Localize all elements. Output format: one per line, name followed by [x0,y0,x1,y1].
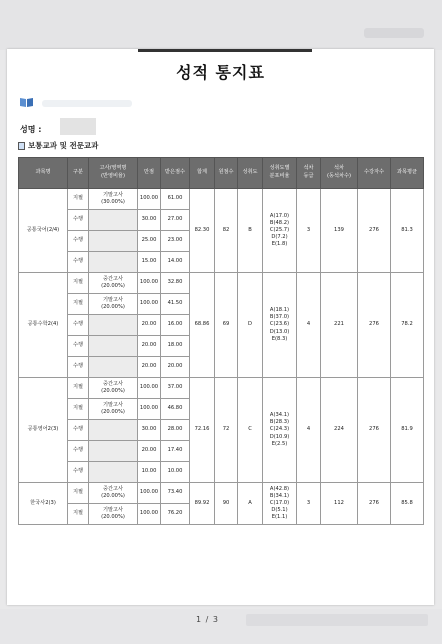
exam-type: 수행 [68,357,89,378]
rank-grade: 4 [297,273,321,378]
full-score: 100.00 [138,378,161,399]
achievement: C [238,378,263,483]
subject-average: 81.9 [391,378,424,483]
full-score: 20.00 [138,336,161,357]
col-grade: 석차 등급 [297,158,321,189]
subject-name: 공통수학2(4) [19,273,68,378]
exam-area-redacted [89,231,138,252]
achievement: A [238,483,263,525]
received-score: 27.00 [161,210,190,231]
rank: 139 [321,189,358,273]
received-score: 20.00 [161,357,190,378]
col-distribution: 성취도별 분포비율 [263,158,297,189]
received-score: 73.40 [161,483,190,504]
received-score: 17.40 [161,441,190,462]
full-score: 100.00 [138,294,161,315]
exam-area: 중간고사 (20.00%) [89,273,138,294]
rank: 112 [321,483,358,525]
achievement: B [238,189,263,273]
raw-score: 82 [215,189,238,273]
exam-area-redacted [89,420,138,441]
exam-area: 기말고사 (20.00%) [89,399,138,420]
enrollment-count: 276 [358,483,391,525]
exam-type: 수행 [68,441,89,462]
full-score: 10.00 [138,462,161,483]
subject-average: 81.3 [391,189,424,273]
full-score: 100.00 [138,273,161,294]
toolbar-blurred-area [364,28,424,38]
raw-score: 69 [215,273,238,378]
exam-area: 중간고사 (20.00%) [89,483,138,504]
distribution: A(42.8) B(34.1) C(17.0) D(5.1) E(1.1) [263,483,297,525]
rank-grade: 3 [297,483,321,525]
full-score: 15.00 [138,252,161,273]
received-score: 28.00 [161,420,190,441]
subject-name: 공통영어2(3) [19,378,68,483]
distribution: A(18.1) B(37.0) C(23.6) D(13.0) E(8.3) [263,273,297,378]
total-score: 82.30 [190,189,215,273]
received-score: 46.80 [161,399,190,420]
col-average: 과목평균 [391,158,424,189]
rank: 224 [321,378,358,483]
subject-average: 78.2 [391,273,424,378]
table-row [19,378,424,399]
received-score: 41.50 [161,294,190,315]
page-title: 성적 통지표 [176,63,265,82]
achievement: D [238,273,263,378]
exam-type: 수행 [68,462,89,483]
exam-area-redacted [89,315,138,336]
col-score: 받은점수 [161,158,190,189]
received-score: 16.00 [161,315,190,336]
subject-average: 85.8 [391,483,424,525]
rank-grade: 3 [297,189,321,273]
raw-score: 90 [215,483,238,525]
exam-type: 수행 [68,252,89,273]
total-score: 89.92 [190,483,215,525]
exam-type: 수행 [68,231,89,252]
full-score: 100.00 [138,504,161,525]
col-subject: 과목명 [19,158,68,189]
received-score: 37.00 [161,378,190,399]
exam-area-redacted [89,252,138,273]
exam-type: 지필 [68,189,89,210]
rank: 221 [321,273,358,378]
full-score: 25.00 [138,231,161,252]
exam-area-redacted [89,357,138,378]
section-heading [18,140,98,151]
received-score: 18.00 [161,336,190,357]
full-score: 100.00 [138,189,161,210]
col-achievement: 성취도 [238,158,263,189]
exam-area-redacted [89,462,138,483]
exam-type: 수행 [68,210,89,231]
raw-score: 72 [215,378,238,483]
document-icon [18,142,25,150]
exam-type: 지필 [68,399,89,420]
enrollment-count: 276 [358,189,391,273]
full-score: 20.00 [138,357,161,378]
distribution: A(34.1) B(28.3) C(24.3) D(10.9) E(2.5) [263,378,297,483]
col-area: 고사/영역명 (반영비율) [89,158,138,189]
enrollment-count: 276 [358,273,391,378]
header-row [19,158,424,189]
col-raw: 원점수 [215,158,238,189]
received-score: 14.00 [161,252,190,273]
exam-area: 중간고사 (20.00%) [89,378,138,399]
full-score: 20.00 [138,315,161,336]
full-score: 20.00 [138,441,161,462]
exam-type: 지필 [68,504,89,525]
enrollment-count: 276 [358,378,391,483]
subject-name: 공통국어(2/4) [19,189,68,273]
exam-type: 지필 [68,294,89,315]
page-navigation [0,609,442,644]
name-label: 성명 : [20,125,42,134]
redacted-footer [246,614,428,626]
exam-area-redacted [89,336,138,357]
full-score: 30.00 [138,210,161,231]
document-page [7,49,434,605]
col-count: 수강자수 [358,158,391,189]
received-score: 61.00 [161,189,190,210]
exam-area-redacted [89,210,138,231]
exam-type: 지필 [68,483,89,504]
redacted-school-info [42,100,132,107]
received-score: 76.20 [161,504,190,525]
viewer-toolbar [0,0,442,50]
table-row [19,483,424,504]
book-icon [19,97,34,108]
grades-table [18,157,424,525]
received-score: 32.80 [161,273,190,294]
section-title: 보통교과 및 전문교과 [28,141,99,150]
rank-grade: 4 [297,378,321,483]
col-total: 합계 [190,158,215,189]
received-score: 10.00 [161,462,190,483]
col-full: 만점 [138,158,161,189]
name-redacted [60,118,96,135]
exam-area: 기말고사 (30.00%) [89,189,138,210]
title-rule [138,49,312,52]
exam-type: 수행 [68,315,89,336]
received-score: 23.00 [161,231,190,252]
distribution: A(17.0) B(48.2) C(25.7) D(7.2) E(1.8) [263,189,297,273]
full-score: 100.00 [138,483,161,504]
exam-type: 지필 [68,273,89,294]
exam-type: 수행 [68,420,89,441]
full-score: 100.00 [138,399,161,420]
table-row [19,189,424,210]
exam-area: 기말고사 (20.00%) [89,294,138,315]
table-row [19,273,424,294]
exam-area-redacted [89,441,138,462]
page-indicator: 1 / 3 [196,615,219,624]
exam-type: 수행 [68,336,89,357]
subject-name: 한국사2(3) [19,483,68,525]
total-score: 68.86 [190,273,215,378]
col-type: 구분 [68,158,89,189]
col-rank: 석차 (동석차수) [321,158,358,189]
total-score: 72.16 [190,378,215,483]
exam-area: 기말고사 (20.00%) [89,504,138,525]
full-score: 30.00 [138,420,161,441]
exam-type: 지필 [68,378,89,399]
